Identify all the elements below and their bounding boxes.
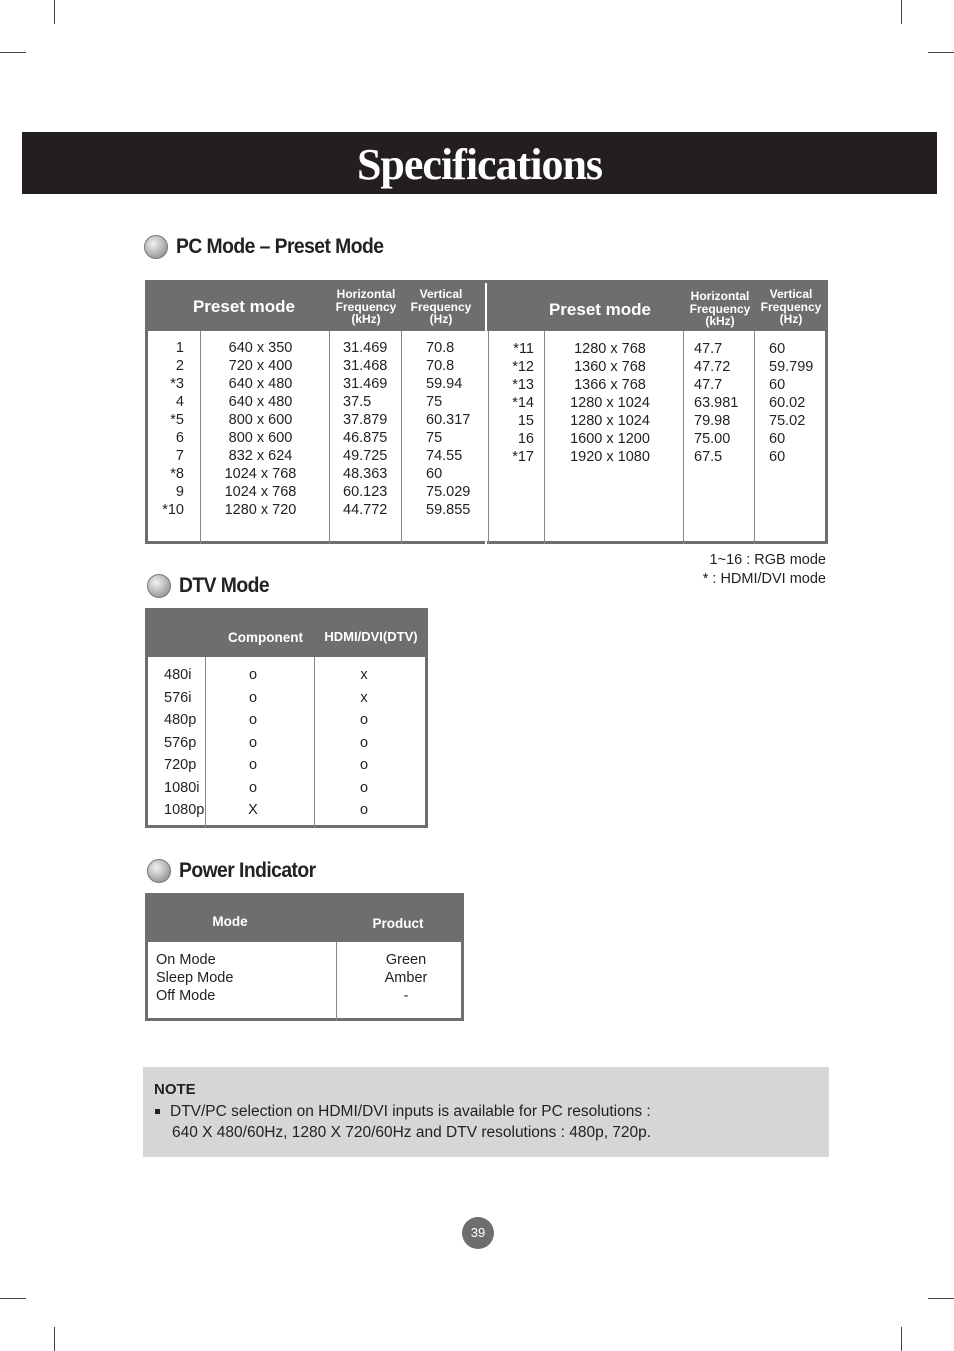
header-preset-mode-left: Preset mode bbox=[192, 297, 296, 317]
dtv-mode-table bbox=[145, 608, 428, 828]
preset-number: 1 bbox=[175, 340, 184, 356]
section-bullet-icon bbox=[144, 235, 168, 259]
column-divider bbox=[683, 331, 684, 544]
column-divider bbox=[488, 331, 489, 544]
hdmi-cell: o bbox=[359, 757, 369, 773]
header-hdmi-dvi-dtv: HDMI/DVI(DTV) bbox=[324, 629, 418, 645]
horizontal-frequency-cell: 31.469 bbox=[343, 376, 388, 392]
power-indicator-table-header bbox=[148, 896, 461, 942]
dtv-mode-title: DTV Mode bbox=[179, 574, 270, 597]
dtv-mode-cell: 1080i bbox=[164, 779, 200, 796]
horizontal-frequency-cell: 44.772 bbox=[343, 502, 388, 518]
dtv-mode-cell: 576p bbox=[164, 734, 197, 751]
component-cell: X bbox=[248, 802, 258, 818]
resolution-cell: 1600 x 1200 bbox=[570, 431, 650, 447]
pc-mode-heading bbox=[144, 235, 401, 259]
section-bullet-icon bbox=[147, 574, 171, 598]
resolution-cell: 1280 x 768 bbox=[574, 341, 646, 357]
note-title: NOTE bbox=[154, 1081, 196, 1098]
vertical-frequency-cell: 75.029 bbox=[426, 484, 471, 500]
crop-mark bbox=[0, 52, 26, 53]
horizontal-frequency-cell: 31.468 bbox=[343, 358, 388, 374]
pc-left-number-column bbox=[156, 339, 184, 519]
horizontal-frequency-cell: 63.981 bbox=[694, 395, 739, 411]
pc-left-resolution-column bbox=[208, 339, 313, 519]
vertical-frequency-cell: 59.799 bbox=[769, 359, 814, 375]
pc-left-vertical-column bbox=[426, 339, 486, 519]
resolution-cell: 1280 x 1024 bbox=[570, 413, 650, 429]
page-number: 39 bbox=[462, 1217, 494, 1249]
vertical-frequency-cell: 60 bbox=[769, 449, 786, 465]
horizontal-frequency-cell: 49.725 bbox=[343, 448, 388, 464]
horizontal-frequency-cell: 75.00 bbox=[694, 431, 731, 447]
preset-number: *13 bbox=[512, 377, 534, 393]
vertical-frequency-cell: 60 bbox=[769, 377, 786, 393]
legend-hdmi-dvi-mode: * : HDMI/DVI mode bbox=[702, 571, 826, 587]
vertical-frequency-cell: 60 bbox=[769, 431, 786, 447]
dtv-mode-column bbox=[164, 664, 209, 822]
horizontal-frequency-cell: 37.5 bbox=[343, 394, 372, 410]
pc-mode-legend bbox=[703, 551, 826, 589]
column-divider bbox=[336, 942, 337, 1021]
preset-number: *11 bbox=[513, 341, 534, 357]
preset-number: *3 bbox=[170, 376, 184, 392]
header-product: Product bbox=[372, 915, 424, 931]
vertical-frequency-cell: 75.02 bbox=[769, 413, 806, 429]
preset-number: 4 bbox=[175, 394, 184, 410]
resolution-cell: 640 x 350 bbox=[228, 340, 293, 356]
hdmi-cell: o bbox=[359, 779, 369, 796]
preset-number: *14 bbox=[512, 395, 534, 411]
power-mode-cell: Off Mode bbox=[156, 988, 216, 1004]
title-banner bbox=[22, 132, 937, 194]
horizontal-frequency-cell: 47.7 bbox=[694, 341, 723, 357]
dtv-mode-heading bbox=[147, 574, 277, 598]
dtv-mode-cell: 480p bbox=[164, 712, 197, 728]
vertical-frequency-cell: 60 bbox=[769, 341, 786, 357]
preset-number: 16 bbox=[517, 431, 534, 447]
hdmi-cell: x bbox=[360, 689, 368, 706]
crop-mark bbox=[54, 0, 55, 24]
component-cell: o bbox=[248, 712, 258, 728]
note-text bbox=[170, 1101, 651, 1143]
section-bullet-icon bbox=[147, 859, 171, 883]
horizontal-frequency-cell: 79.98 bbox=[694, 413, 731, 429]
power-mode-column bbox=[156, 951, 306, 1005]
column-divider bbox=[329, 331, 330, 544]
resolution-cell: 1360 x 768 bbox=[574, 359, 646, 375]
crop-mark bbox=[928, 52, 954, 53]
power-product-column bbox=[366, 951, 446, 1005]
note-line-1: DTV/PC selection on HDMI/DVI inputs is available for PC resolutions : bbox=[170, 1103, 651, 1120]
preset-number: *8 bbox=[170, 466, 184, 482]
dtv-mode-cell: 480i bbox=[164, 667, 192, 683]
component-cell: o bbox=[248, 689, 258, 706]
resolution-cell: 800 x 600 bbox=[228, 430, 293, 446]
horizontal-frequency-cell: 60.123 bbox=[343, 484, 388, 500]
preset-number: *5 bbox=[170, 412, 184, 428]
resolution-cell: 800 x 600 bbox=[228, 412, 293, 428]
vertical-frequency-cell: 59.855 bbox=[426, 502, 471, 518]
pc-right-resolution-column bbox=[556, 340, 664, 466]
horizontal-frequency-cell: 47.72 bbox=[694, 359, 731, 375]
power-mode-cell: Sleep Mode bbox=[156, 970, 234, 986]
note-box bbox=[143, 1067, 829, 1157]
header-mode: Mode bbox=[212, 913, 248, 929]
vertical-frequency-cell: 60.317 bbox=[426, 412, 471, 428]
preset-number: *10 bbox=[162, 502, 184, 518]
resolution-cell: 1024 x 768 bbox=[224, 466, 297, 482]
header-vertical-frequency-right: Vertical Frequency (Hz) bbox=[760, 287, 822, 327]
dtv-component-column bbox=[238, 664, 268, 822]
resolution-cell: 832 x 624 bbox=[228, 448, 293, 464]
pc-right-vertical-column bbox=[769, 340, 829, 466]
power-product-cell: Amber bbox=[384, 970, 428, 986]
vertical-frequency-cell: 70.8 bbox=[426, 358, 455, 374]
component-cell: o bbox=[248, 734, 258, 751]
horizontal-frequency-cell: 37.879 bbox=[343, 412, 388, 428]
column-divider bbox=[314, 657, 315, 828]
component-cell: o bbox=[248, 667, 258, 683]
dtv-mode-cell: 1080p bbox=[164, 802, 205, 818]
vertical-frequency-cell: 75 bbox=[426, 394, 443, 410]
column-divider bbox=[544, 331, 545, 544]
resolution-cell: 1920 x 1080 bbox=[570, 449, 650, 465]
crop-mark bbox=[54, 1327, 55, 1351]
legend-rgb-mode: 1~16 : RGB mode bbox=[709, 552, 826, 568]
vertical-frequency-cell: 74.55 bbox=[426, 448, 463, 464]
component-cell: o bbox=[248, 757, 258, 773]
dtv-hdmi-column bbox=[349, 664, 379, 822]
header-vertical-frequency-left: Vertical Frequency (Hz) bbox=[410, 287, 472, 327]
power-indicator-heading bbox=[147, 859, 328, 883]
vertical-frequency-cell: 60 bbox=[426, 466, 443, 482]
preset-number: *12 bbox=[512, 359, 534, 375]
resolution-cell: 1366 x 768 bbox=[574, 377, 646, 393]
hdmi-cell: o bbox=[359, 734, 369, 751]
column-divider bbox=[754, 331, 755, 544]
power-product-cell: - bbox=[403, 988, 409, 1004]
horizontal-frequency-cell: 48.363 bbox=[343, 466, 388, 482]
header-horizontal-frequency-left: Horizontal Frequency (kHz) bbox=[335, 287, 397, 327]
header-horizontal-frequency-right: Horizontal Frequency (kHz) bbox=[689, 289, 751, 329]
crop-mark bbox=[0, 1298, 26, 1299]
preset-number: 15 bbox=[517, 413, 534, 429]
component-cell: o bbox=[248, 779, 258, 796]
crop-mark bbox=[928, 1298, 954, 1299]
note-line-2: 640 X 480/60Hz, 1280 X 720/60Hz and DTV resolutions : 480p, 720p. bbox=[172, 1124, 652, 1141]
pc-left-horizontal-column bbox=[343, 339, 403, 519]
resolution-cell: 1280 x 1024 bbox=[570, 395, 650, 411]
horizontal-frequency-cell: 47.7 bbox=[694, 377, 723, 393]
dtv-mode-table-header bbox=[148, 611, 425, 657]
header-preset-mode-right: Preset mode bbox=[548, 300, 652, 320]
pc-right-horizontal-column bbox=[694, 340, 754, 466]
resolution-cell: 1024 x 768 bbox=[224, 484, 297, 500]
dtv-mode-cell: 576i bbox=[164, 689, 192, 706]
column-divider bbox=[200, 331, 201, 544]
preset-number: 9 bbox=[175, 484, 184, 500]
preset-number: 6 bbox=[175, 430, 184, 446]
hdmi-cell: x bbox=[360, 667, 368, 683]
header-component: Component bbox=[228, 629, 303, 645]
resolution-cell: 640 x 480 bbox=[228, 376, 293, 392]
power-indicator-title: Power Indicator bbox=[179, 859, 316, 882]
preset-number: *17 bbox=[512, 449, 534, 465]
page-title: Specifications bbox=[356, 140, 603, 189]
horizontal-frequency-cell: 31.469 bbox=[343, 340, 388, 356]
hdmi-cell: o bbox=[359, 712, 369, 728]
crop-mark bbox=[901, 0, 902, 24]
note-bullet-icon bbox=[155, 1109, 160, 1114]
resolution-cell: 640 x 480 bbox=[228, 394, 293, 410]
vertical-frequency-cell: 59.94 bbox=[426, 376, 463, 392]
resolution-cell: 720 x 400 bbox=[228, 358, 293, 374]
crop-mark bbox=[901, 1327, 902, 1351]
vertical-frequency-cell: 75 bbox=[426, 430, 443, 446]
pc-right-number-column bbox=[504, 340, 534, 466]
preset-number: 2 bbox=[175, 358, 184, 374]
vertical-frequency-cell: 70.8 bbox=[426, 340, 455, 356]
vertical-frequency-cell: 60.02 bbox=[769, 395, 806, 411]
pc-mode-title: PC Mode – Preset Mode bbox=[176, 235, 384, 258]
power-product-cell: Green bbox=[385, 952, 427, 968]
horizontal-frequency-cell: 67.5 bbox=[694, 449, 723, 465]
preset-number: 7 bbox=[175, 448, 184, 464]
pc-mode-table bbox=[145, 280, 828, 544]
power-indicator-table bbox=[145, 893, 464, 1021]
resolution-cell: 1280 x 720 bbox=[224, 502, 297, 518]
hdmi-cell: o bbox=[359, 802, 369, 818]
dtv-mode-cell: 720p bbox=[164, 757, 197, 773]
power-mode-cell: On Mode bbox=[156, 952, 216, 968]
horizontal-frequency-cell: 46.875 bbox=[343, 430, 388, 446]
